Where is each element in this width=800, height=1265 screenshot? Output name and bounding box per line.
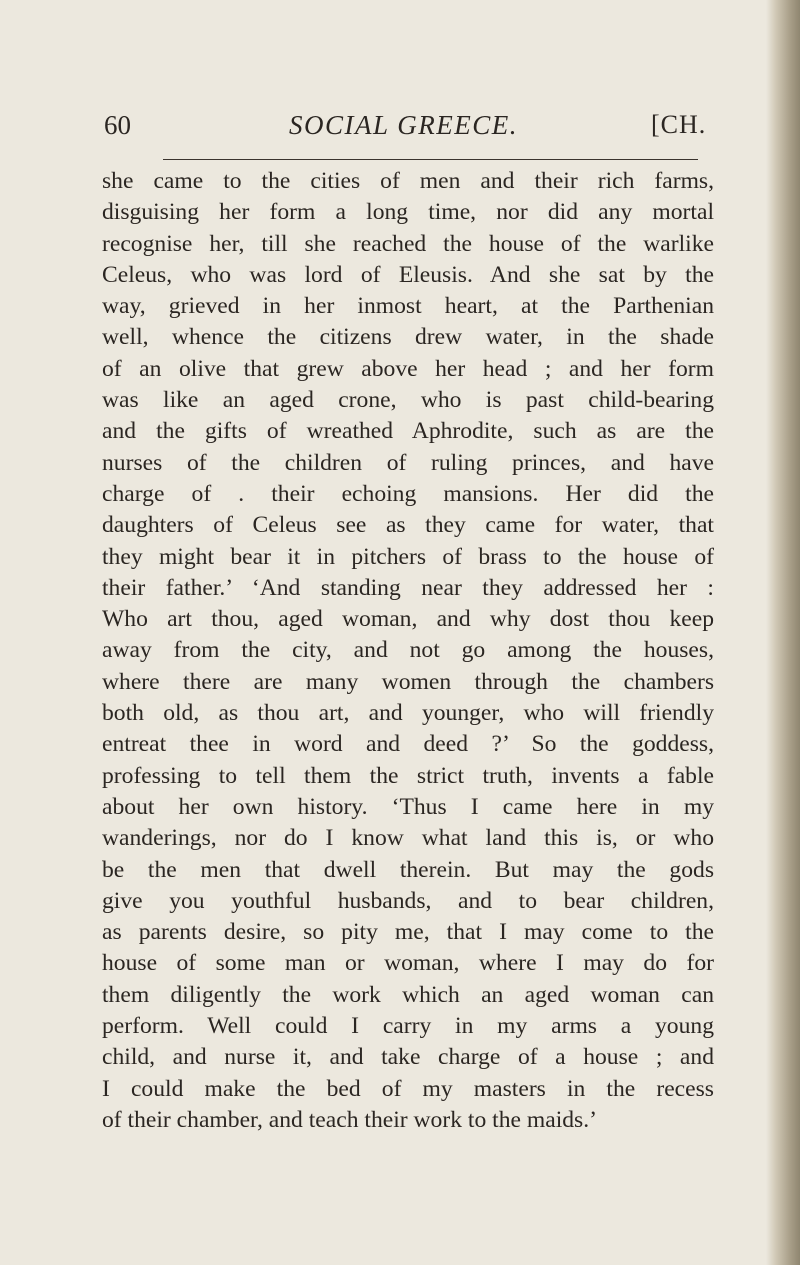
text-line: and the gifts of wreathed Aphrodite, such as are the [102, 418, 714, 445]
text-line: they might bear it in pitchers of brass to the house of [102, 543, 714, 570]
text-line: of an olive that grew above her head ; and her form [102, 355, 714, 382]
text-line: their father.’ ‘And standing near they addressed her : [102, 574, 714, 601]
text-line: child, and nurse it, and take charge of a house ; and [102, 1044, 714, 1071]
text-line: nurses of the children of ruling princes, and have [102, 449, 714, 476]
text-line: I could make the bed of my masters in the recess [102, 1075, 714, 1102]
text-line: professing to tell them the strict truth, invents a fable [102, 762, 714, 789]
text-line: where there are many women through the chambers [102, 668, 714, 695]
text-line: way, grieved in her inmost heart, at the Parthenian [102, 293, 714, 320]
running-title: SOCIAL GREECE. [289, 110, 518, 140]
text-line: both old, as thou art, and younger, who will friendly [102, 700, 714, 727]
running-header [104, 110, 710, 158]
text-line: perform. Well could I carry in my arms a young [102, 1013, 714, 1040]
text-line: house of some man or woman, where I may do for [102, 950, 714, 977]
text-line: she came to the cities of men and their rich farms, [102, 168, 714, 194]
text-line: about her own history. ‘Thus I came here in my [102, 793, 714, 820]
text-line: was like an aged crone, who is past child-bearing [102, 387, 714, 414]
text-line-last: of their chamber, and teach their work to the maids.’ [102, 1106, 597, 1133]
text-line: Celeus, who was lord of Eleusis. And she sat by the [102, 261, 714, 288]
text-line: Who art thou, aged woman, and why dost thou keep [102, 606, 714, 633]
text-line: recognise her, till she reached the house of the warlike [102, 230, 714, 257]
body-text [102, 166, 714, 1136]
text-line: well, whence the citizens drew water, in the shade [102, 324, 714, 351]
text-line: wanderings, nor do I know what land this is, or who [102, 825, 714, 852]
text-line: them diligently the work which an aged woman can [102, 981, 714, 1008]
text-line: disguising her form a long time, nor did any mortal [102, 199, 714, 226]
chapter-mark: [CH. [651, 110, 707, 139]
text-line: give you youthful husbands, and to bear children, [102, 887, 714, 914]
text-line: charge of . their echoing mansions. Her did the [102, 480, 714, 507]
text-line: daughters of Celeus see as they came for water, that [102, 512, 714, 539]
text-line: as parents desire, so pity me, that I may come to the [102, 919, 714, 946]
page-edge-shadow [766, 0, 800, 1265]
text-line: be the men that dwell therein. But may the gods [102, 856, 714, 883]
text-line: entreat thee in word and deed ?’ So the goddess, [102, 731, 714, 758]
page-number: 60 [104, 110, 131, 140]
header-rule [163, 159, 698, 160]
text-line: away from the city, and not go among the houses, [102, 637, 714, 664]
